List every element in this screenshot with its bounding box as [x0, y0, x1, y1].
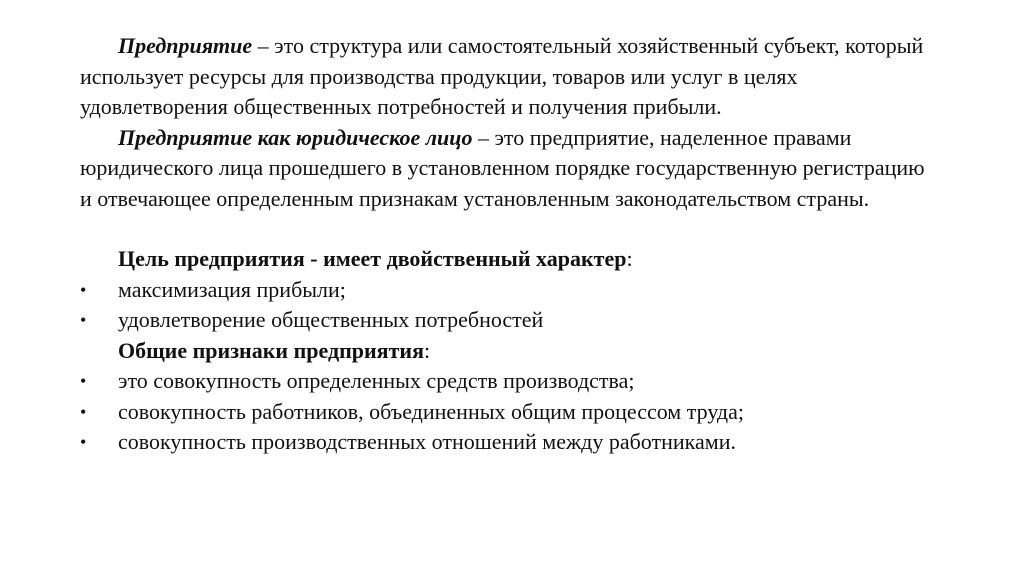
- bullet-icon: •: [80, 432, 87, 452]
- list-item-text: это совокупность определенных средств производства;: [118, 368, 635, 393]
- slide-content: [80, 31, 940, 458]
- definition-enterprise-term: Предприятие: [118, 33, 253, 58]
- list-item-text: максимизация прибыли;: [118, 276, 346, 302]
- list-item-text: удовлетворение общественных потребностей: [118, 307, 544, 332]
- features-heading: [80, 336, 940, 367]
- spacer: [80, 214, 940, 244]
- list-item-text: совокупность производственных отношений между работниками.: [118, 429, 736, 454]
- goal-heading-colon: :: [626, 246, 633, 271]
- definition-legal-entity-term: Предприятие как юридическое лицо: [118, 124, 473, 150]
- definition-legal-entity-text: – это предприятие, наделенное правами юридического лица прошедшего в установленном порядке государственную регистрацию и отвечающее определенным признакам установленным законодательством страны.: [80, 124, 925, 211]
- list-item-text: совокупность работников, объединенных общим процессом труда;: [118, 398, 745, 424]
- definition-legal-entity: [80, 123, 940, 215]
- list-item: [80, 366, 940, 397]
- list-item: [80, 427, 940, 458]
- goal-heading: [80, 244, 940, 275]
- list-item: [80, 305, 940, 336]
- definition-enterprise-text: – это структура или самостоятельный хозяйственный субъект, который использует ресурсы для производства продукции, товаров или услуг в целях удовлетворения общественных потребностей и получения прибыли.: [80, 33, 924, 119]
- bullet-icon: •: [80, 279, 87, 300]
- features-list: [80, 366, 940, 458]
- goal-list: [80, 275, 940, 336]
- bullet-icon: •: [80, 310, 87, 330]
- list-item: [80, 275, 940, 306]
- definition-enterprise: [80, 31, 940, 123]
- list-item: [80, 397, 940, 428]
- features-heading-text: Общие признаки предприятия: [118, 337, 424, 363]
- goal-heading-text: Цель предприятия - имеет двойственный характер: [118, 246, 627, 271]
- features-heading-colon: :: [423, 337, 431, 363]
- bullet-icon: •: [80, 371, 87, 391]
- bullet-icon: •: [80, 401, 87, 422]
